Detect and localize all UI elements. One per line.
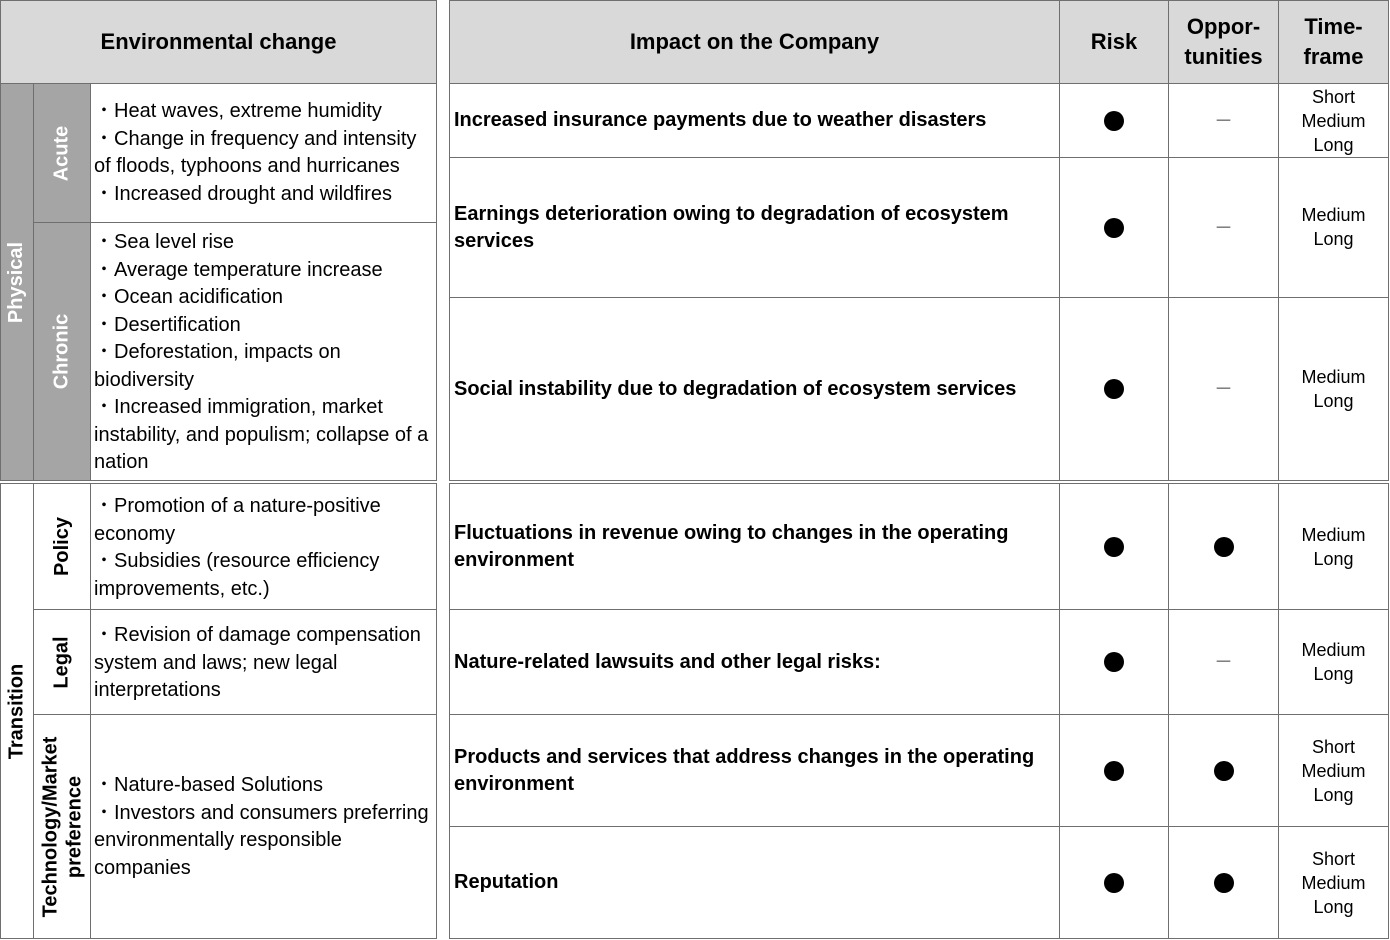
header-timeframe (1278, 0, 1389, 84)
timeframe-medium: Medium (1301, 367, 1366, 387)
timeframe-cell (1278, 714, 1389, 827)
impact-text: Earnings deterioration owing to degradation of ecosystem services (454, 202, 1009, 252)
timeframe-cell (1278, 483, 1389, 610)
dash-icon: － (1214, 217, 1233, 238)
risk-mark (1059, 609, 1169, 715)
impact-row-2 (449, 157, 1060, 298)
header-opportunities-line1: Oppor- (1186, 14, 1261, 39)
changes-acute (90, 83, 437, 223)
change-item: ・Revision of damage compensation system and laws; new legal interpretations (94, 624, 421, 701)
filled-dot-icon (1214, 537, 1234, 557)
filled-dot-icon (1104, 652, 1124, 672)
changes-chronic (90, 222, 437, 481)
dash-icon: － (1214, 379, 1233, 399)
opportunity-mark (1168, 83, 1279, 158)
timeframe-medium: Medium (1301, 205, 1366, 225)
change-item: ・Nature-based Solutions (94, 774, 324, 796)
filled-dot-icon (1104, 873, 1124, 893)
category-legal-label: Legal (50, 635, 73, 689)
impact-text: Fluctuations in revenue owing to changes in the operating environment (454, 521, 1009, 571)
risk-mark (1059, 826, 1169, 939)
timeframe-long: Long (1313, 391, 1354, 411)
filled-dot-icon (1104, 379, 1124, 399)
header-timeframe-line2: frame (1303, 44, 1364, 69)
impact-row-3 (449, 297, 1060, 481)
change-item: ・Average temperature increase (94, 258, 383, 281)
header-impact (449, 0, 1060, 84)
risk-mark (1059, 157, 1169, 298)
filled-dot-icon (1104, 537, 1124, 557)
changes-policy (90, 483, 437, 610)
change-item: ・Change in frequency and intensity of floods, typhoons and hurricanes (94, 127, 417, 177)
impact-text: Products and services that address changes in the operating environment (454, 745, 1035, 795)
category-technology-line1: Technology/Market (39, 736, 61, 917)
filled-dot-icon (1104, 111, 1124, 131)
change-item: ・Ocean acidification (94, 286, 283, 308)
impact-row-5 (449, 609, 1060, 715)
opportunity-mark (1168, 483, 1279, 610)
opportunity-mark (1168, 609, 1279, 715)
change-item: ・Increased immigration, market instability, and populism; collapse of a nation (94, 396, 429, 473)
category-policy (33, 483, 91, 610)
impact-text: Social instability due to degradation of ecosystem services (454, 377, 1017, 400)
category-technology-line2: preference (63, 775, 85, 878)
opportunity-mark (1168, 714, 1279, 827)
dash-icon: － (1214, 652, 1233, 672)
category-legal (33, 609, 91, 715)
timeframe-cell (1278, 297, 1389, 481)
impact-text: Nature-related lawsuits and other legal risks: (454, 650, 881, 673)
header-risk-label: Risk (1090, 29, 1138, 54)
timeframe-long: Long (1313, 896, 1354, 917)
impact-row-6 (449, 714, 1060, 827)
timeframe-cell (1278, 609, 1389, 715)
timeframe-medium: Medium (1301, 640, 1366, 660)
category-acute-label: Acute (50, 125, 73, 181)
timeframe-medium: Medium (1301, 110, 1366, 131)
header-environmental-change-label: Environmental change (100, 29, 337, 54)
risk-mark (1059, 297, 1169, 481)
category-physical-label: Physical (5, 241, 28, 323)
header-risk (1059, 0, 1169, 84)
change-item: ・Sea level rise (94, 231, 235, 253)
change-item: ・Heat waves, extreme humidity (94, 100, 382, 122)
impact-row-1 (449, 83, 1060, 158)
risk-mark (1059, 483, 1169, 610)
impact-text: Increased insurance payments due to weather disasters (454, 109, 987, 131)
category-technology-market (33, 714, 91, 939)
timeframe-long: Long (1313, 664, 1354, 684)
category-chronic (33, 222, 91, 481)
timeframe-short: Short (1311, 848, 1356, 869)
timeframe-long: Long (1313, 229, 1354, 249)
category-physical (0, 83, 34, 481)
timeframe-cell (1278, 826, 1389, 939)
changes-legal (90, 609, 437, 715)
timeframe-medium: Medium (1301, 872, 1366, 893)
timeframe-cell (1278, 157, 1389, 298)
filled-dot-icon (1104, 761, 1124, 781)
changes-technology-market (90, 714, 437, 939)
header-opportunities-line2: tunities (1184, 44, 1263, 69)
category-policy-label: Policy (50, 517, 73, 576)
timeframe-cell (1278, 83, 1389, 158)
risk-mark (1059, 714, 1169, 827)
change-item: ・Increased drought and wildfires (94, 182, 392, 205)
change-item: ・Subsidies (resource efficiency improvements, etc.) (94, 550, 380, 600)
header-opportunities (1168, 0, 1279, 84)
change-item: ・Deforestation, impacts on biodiversity (94, 341, 341, 391)
header-environmental-change (0, 0, 437, 84)
timeframe-medium: Medium (1301, 760, 1366, 781)
header-impact-label: Impact on the Company (629, 29, 880, 54)
timeframe-short: Short (1311, 736, 1356, 757)
change-item: ・Promotion of a nature-positive economy (94, 495, 381, 545)
category-transition (0, 483, 34, 939)
timeframe-long: Long (1313, 784, 1354, 805)
category-acute (33, 83, 91, 223)
timeframe-long: Long (1313, 548, 1354, 569)
change-item: ・Investors and consumers preferring environmentally responsible companies (94, 801, 429, 879)
timeframe-short: Short (1311, 86, 1356, 107)
opportunity-mark (1168, 157, 1279, 298)
filled-dot-icon (1214, 761, 1234, 781)
timeframe-long: Long (1313, 134, 1354, 155)
impact-text: Reputation (454, 871, 559, 893)
impact-row-7 (449, 826, 1060, 939)
header-timeframe-line1: Time- (1304, 14, 1363, 39)
change-item: ・Desertification (94, 313, 241, 336)
category-transition-label: Transition (5, 663, 28, 759)
filled-dot-icon (1104, 218, 1124, 238)
risk-mark (1059, 83, 1169, 158)
opportunity-mark (1168, 826, 1279, 939)
impact-row-4 (449, 483, 1060, 610)
timeframe-medium: Medium (1301, 524, 1366, 545)
category-chronic-label: Chronic (50, 313, 73, 390)
filled-dot-icon (1214, 873, 1234, 893)
dash-icon: － (1214, 110, 1233, 131)
opportunity-mark (1168, 297, 1279, 481)
category-technology-market-label (38, 736, 86, 917)
